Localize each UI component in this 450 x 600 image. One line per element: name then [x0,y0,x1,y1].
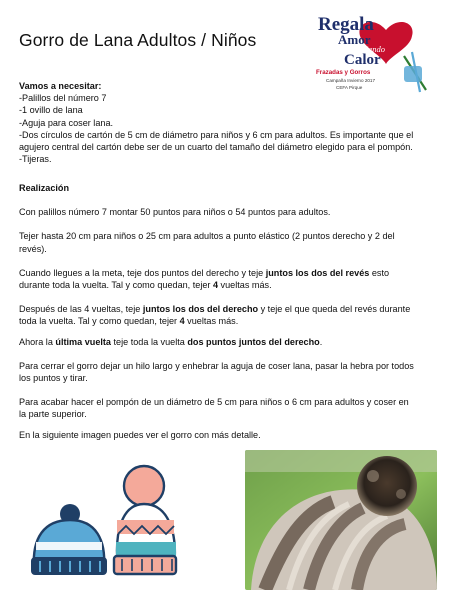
procedure-section [19,182,417,441]
materials-item: -Aguja para coser lana. [19,117,114,128]
materials-heading: Vamos a necesitar: [19,81,102,91]
step-paragraph: Con palillos número 7 montar 50 puntos para niños o 54 puntos para adultos. [19,207,331,218]
blue-hat-icon [32,504,106,574]
step-paragraph: Ahora la última vuelta teje toda la vuelta dos puntos juntos del derecho. [19,336,323,347]
hat-photo [245,450,437,590]
procedure-heading: Realización [19,183,70,193]
logo-word-1: Regala [318,14,374,35]
logo-word-2: Amor [338,32,371,47]
logo-sub-2: Campaña Invierno 2017 [326,78,376,83]
step-paragraph: Tejer hasta 20 cm para niños o 25 cm para adultos a punto elástico (2 puntos derecho y 2 del revés). [19,231,395,254]
hats-illustration [18,458,188,584]
step-paragraph: Después de las 4 vueltas, teje juntos los dos del derecho y teje el que queda del revés durante toda la vuelta. Tal y como quedan, tejer 4 vueltas más. [19,304,411,327]
step-paragraph: En la siguiente imagen puedes ver el gorro con más detalle. [19,429,261,440]
logo-word-4: Calor [344,52,381,68]
logo-sub-3: CEFA Pirque [336,85,363,90]
materials-item: -1 ovillo de lana [19,105,83,116]
striped-hat-icon [114,466,176,574]
materials-item: -Tijeras. [19,154,52,165]
logo-sub-1: Frazadas y Gorros [316,69,371,76]
pompom-icon [357,456,417,516]
step-paragraph: Para cerrar el gorro dejar un hilo largo y enhebrar la aguja de coser lana, pasar la hebra por todos los puntos y tirar. [19,360,414,384]
step-paragraph: Para acabar hacer el pompón de un diámetro de 5 cm para niños o 6 cm para adultos y coser en la parte superior. [19,397,409,420]
materials-section [19,80,417,165]
materials-item: -Palillos del número 7 [19,93,107,104]
logo-word-3: Tejiendo [356,44,385,54]
materials-item: -Dos círculos de cartón de 5 cm de diámetro para niños y 6 cm para adultos. Es importante que el agujero central del cartón debe ser de un cuarto del tamaño del diámetro elegido para el pompón. [19,129,414,153]
document-title: Gorro de Lana Adultos / Niños [19,30,257,50]
step-paragraph: Cuando llegues a la meta, teje dos puntos del derecho y teje juntos los dos del revés esto durante toda la vuelta. Tal y como quedan, tejer 4 vueltas más. [19,267,390,291]
